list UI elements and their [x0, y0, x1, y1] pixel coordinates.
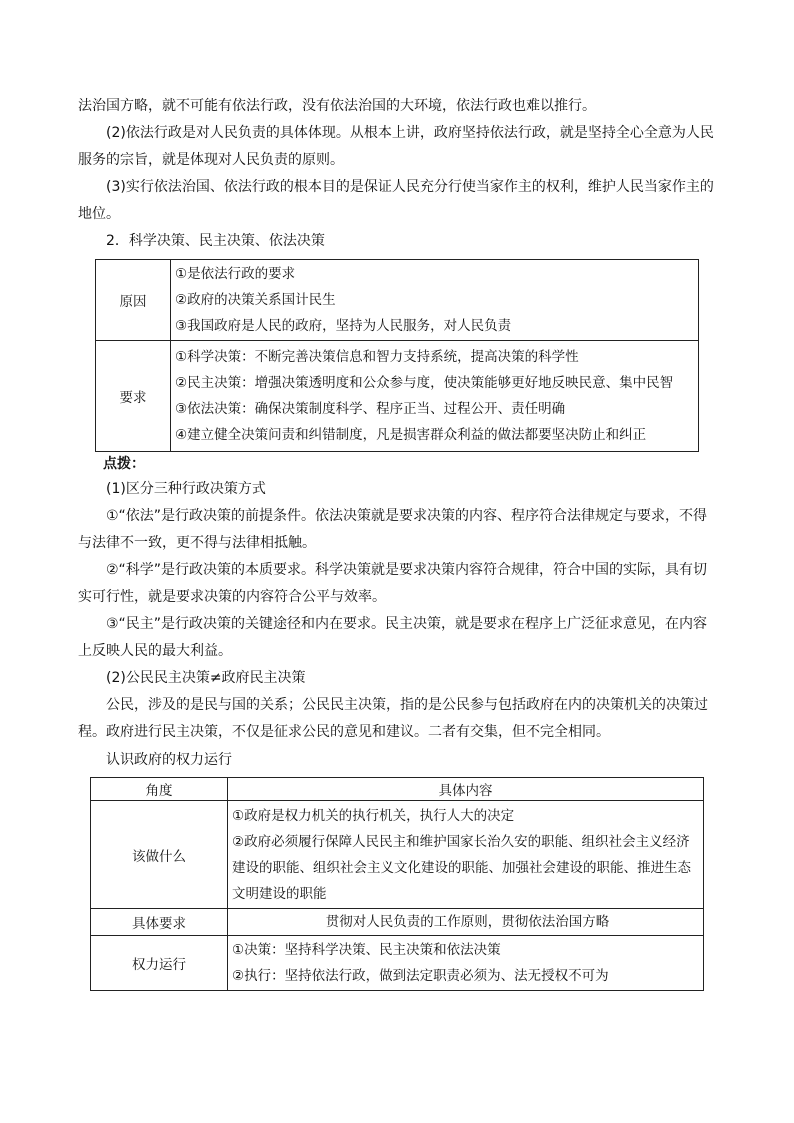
table-row-power-operation — [91, 936, 704, 991]
reason-item-3: ③我国政府是人民的政府，坚持为人民服务，对人民负责 — [175, 318, 512, 334]
tip-point-scientific: ②“科学”是行政决策的本质要求。科学决策就是要求决策内容符合规律，符合中国的实际，具有切实可行性，就是要求决策的内容符合公平与效率。 — [78, 562, 708, 605]
reason-item-2: ②政府的决策关系国计民生 — [175, 292, 336, 308]
row-label-reason: 原因 — [96, 260, 171, 341]
tip-point-lawful: ①“依法”是行政决策的前提条件。依法决策就是要求决策的内容、程序符合法律规定与要求，不得与法律不一致，更不得与法律相抵触。 — [78, 508, 708, 551]
column-header-angle: 角度 — [91, 778, 228, 801]
row-label-duties: 该做什么 — [91, 801, 228, 909]
section-heading-decisions: 2．科学决策、民主决策、依法决策 — [106, 233, 325, 249]
paragraph-point-3: (3)实行依法治国、依法行政的根本目的是保证人民充分行使当家作主的权利，维护人民当家作主的地位。 — [78, 179, 714, 222]
column-header-content: 具体内容 — [228, 778, 704, 801]
tip-title: 点拨： — [103, 456, 145, 472]
paragraph-continuation: 法治国方略，就不可能有依法行政，没有依法治国的大环境，依法行政也难以推行。 — [78, 98, 596, 114]
row-label-specific-requirements: 具体要求 — [91, 909, 228, 936]
paragraph-point-2: (2)依法行政是对人民负责的具体体现。从根本上讲，政府坚持依法行政，就是坚持全心全意为人民服务的宗旨，就是体现对人民负责的原则。 — [78, 125, 714, 168]
section-heading-power: 认识政府的权力运行 — [106, 752, 232, 768]
table-row-duties — [91, 801, 704, 909]
requirement-item-4: ④建立健全决策问责和纠错制度，凡是损害群众利益的做法都要坚决防止和纠正 — [175, 427, 647, 443]
power-item-execution: ②执行：坚持依法行政，做到法定职责必须为、法无授权不可为 — [232, 968, 609, 984]
row-label-power-operation: 权力运行 — [91, 936, 228, 991]
table-header-row — [91, 778, 704, 801]
tip-subheading-1: (1)区分三种行政决策方式 — [106, 481, 266, 497]
reason-cell — [171, 260, 699, 341]
tip-point-democratic: ③“民主”是行政决策的关键途径和内在要求。民主决策，就是要求在程序上广泛征求意见，在内容上反映人民的最大利益。 — [78, 616, 708, 659]
requirement-item-1: ①科学决策：不断完善决策信息和智力支持系统，提高决策的科学性 — [175, 349, 579, 365]
row-label-requirement: 要求 — [96, 341, 171, 452]
decision-table — [95, 259, 699, 452]
table-row-requirements — [91, 909, 704, 936]
duties-cell — [228, 801, 704, 909]
requirement-item-3: ③依法决策：确保决策制度科学、程序正当、过程公开、责任明确 — [175, 401, 566, 417]
table-row-requirement — [96, 341, 699, 452]
tip-subheading-2: (2)公民民主决策≠政府民主决策 — [106, 670, 306, 686]
reason-item-1: ①是依法行政的要求 — [175, 266, 296, 282]
duties-item-2: ②政府必须履行保障人民民主和维护国家长治久安的职能、组织社会主义经济建设的职能、组织社会主义文化建设的职能、加强社会建设的职能、推进生态文明建设的职能 — [232, 833, 691, 902]
requirement-item-2: ②民主决策：增强决策透明度和公众参与度，使决策能够更好地反映民意、集中民智 — [175, 375, 674, 391]
duties-item-1: ①政府是权力机关的执行机关，执行人大的决定 — [232, 807, 515, 824]
power-table — [90, 777, 704, 991]
requirement-cell — [171, 341, 699, 452]
power-operation-cell — [228, 936, 704, 991]
table-row-reason — [96, 260, 699, 341]
tip-citizen-vs-government: 公民，涉及的是民与国的关系；公民民主决策，指的是公民参与包括政府在内的决策机关的决策过程。政府进行民主决策，不仅是征求公民的意见和建议。二者有交集，但不完全相同。 — [78, 697, 708, 740]
power-item-decision: ①决策：坚持科学决策、民主决策和依法决策 — [232, 942, 501, 958]
specific-requirements-cell: 贯彻对人民负责的工作原则，贯彻依法治国方略 — [228, 909, 704, 936]
